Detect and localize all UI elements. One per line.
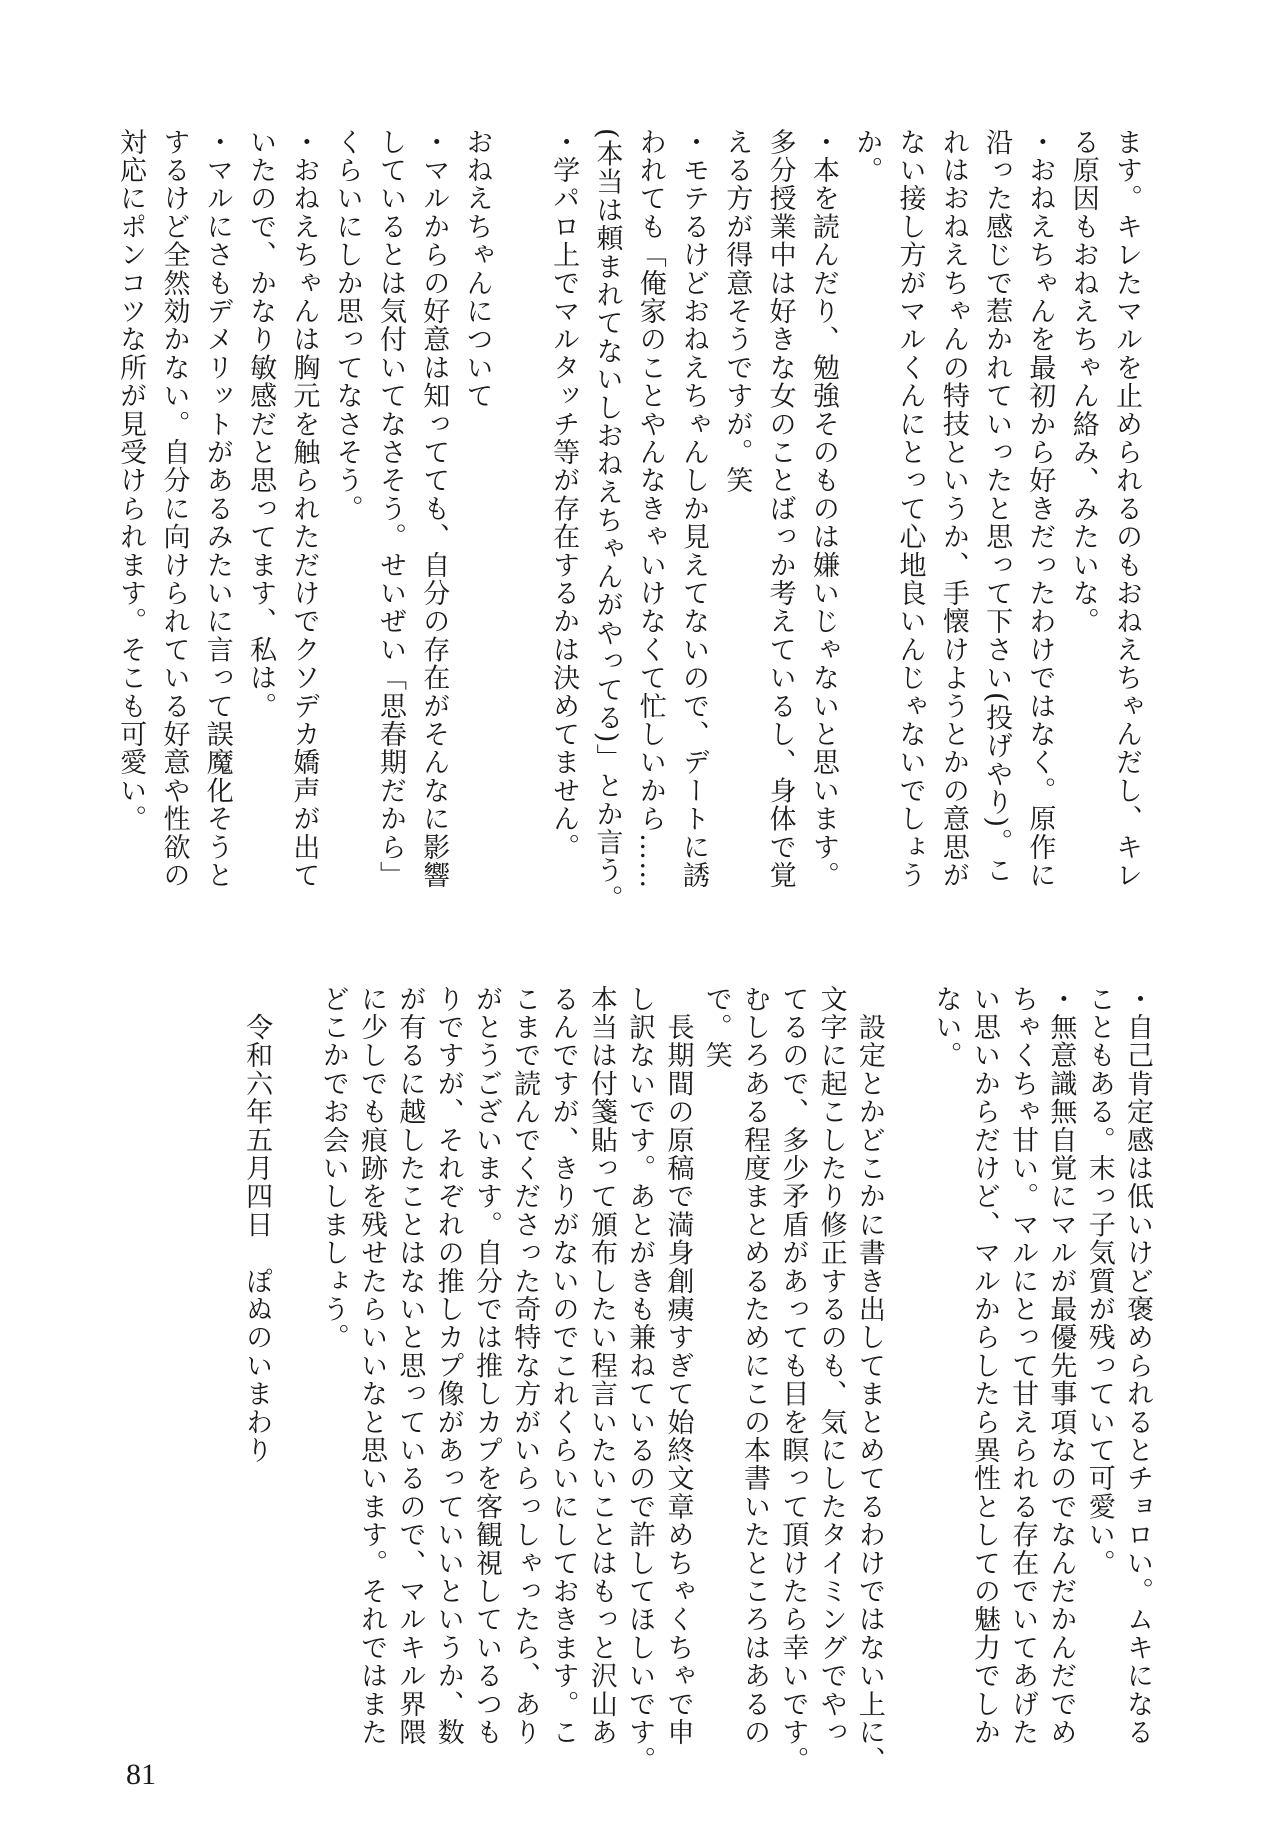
text-line: いたので、かなり敏感だと思ってます、私は。: [245, 128, 277, 721]
text-line: ・モテるけどおねえちゃんしか見えてないので、デートに誘: [678, 128, 710, 890]
text-line: ・マルからの好意は知ってても、自分の存在がそんなに影響: [418, 128, 450, 890]
text-line: [888, 985, 926, 1725]
text-line: に少しでも痕跡を残せたらいいなと思います。それではまた: [356, 985, 388, 1747]
text-line: ない接し方がマルくんにとって心地良いんじゃないでしょう: [894, 128, 926, 890]
top-text-block: [109, 128, 1148, 913]
text-line: 多分授業中は好きな女のことばっか考えているし、身体で覚: [764, 128, 796, 890]
text-line: おねえちゃんについて: [461, 128, 493, 410]
text-line: える方が得意そうですが。笑: [721, 128, 753, 495]
text-line: 文字に起こしたり修正するのも、気にしたタイミングでやっ: [815, 985, 847, 1747]
text-line: われても「俺家のことやんなきゃいけなくて忙しいから……: [634, 128, 666, 890]
text-line: しているとは気付いてなさそう。せいぜい「思春期だから」: [374, 128, 406, 890]
text-line: ます。キレたマルを止められるのもおねえちゃんだし、キレ: [1111, 128, 1142, 890]
text-line: [275, 985, 313, 1725]
text-line: か。: [851, 128, 883, 185]
text-line: こまで読んでくださった奇特な方がいらっしゃったら、あり: [509, 985, 541, 1747]
text-line: むしろある程度まとめるためにこの本書いたところはあるの: [739, 985, 771, 1747]
text-line: し訳ないです。あとがきも兼ねているので許してほしいです。: [624, 985, 656, 1775]
text-line: 令和六年五月四日 ぽぬのいまわり: [241, 985, 273, 1465]
text-line: がとうございます。自分では推しカプを客観視しているつも: [470, 985, 502, 1747]
text-line: ・無意識無自覚にマルが最優先事項なのでなんだかんだでめ: [1045, 985, 1077, 1747]
text-line: 対応にポンコツな所が見受けられます。そこも可愛い。: [115, 128, 147, 833]
text-line: ない。: [930, 985, 962, 1070]
text-line: ・本を読んだり、勉強そのものは嫌いじゃないと思います。: [807, 128, 839, 890]
text-line: ・自己肯定感は低いけど褒められるとチョロい。ムキになる: [1122, 985, 1153, 1747]
text-line: るんですが、きりがないのでこれくらいにしておきます。こ: [547, 985, 579, 1747]
text-line: 沿った感じで惹かれていったと思って下さい(投げやり)。こ: [981, 128, 1013, 885]
text-line: が有るに越したことはないと思っているので、マルキル界隈: [394, 985, 426, 1747]
text-line: 設定とかどこかに書き出してまとめてるわけではない上に、: [853, 985, 885, 1775]
text-line: 長期間の原稿で満身創痍すぎて始終文章めちゃくちゃで申: [662, 985, 694, 1747]
text-line: どこかでお会いしましょう。: [317, 985, 349, 1352]
text-line: 本当は付箋貼って頒布したい程言いたいことはもっと沢山あ: [585, 985, 617, 1747]
text-line: で。笑: [700, 985, 732, 1070]
text-line: りですが、それぞれの推しカプ像があっていいというか、数: [432, 985, 464, 1747]
text-line: ・おねえちゃんは胸元を触られただけでクソデカ嬌声が出て: [288, 128, 320, 890]
text-line: る原因もおねえちゃん絡み、みたいな。: [1067, 128, 1099, 636]
text-line: れはおねえちゃんの特技というか、手懐けようとかの意思が: [937, 128, 969, 890]
text-line: ・おねえちゃんを最初から好きだったわけではなく。原作に: [1024, 128, 1056, 890]
page-number: 81: [126, 1758, 156, 1791]
text-line: [499, 128, 542, 888]
text-line: くらいにしか思ってなさそう。: [331, 128, 363, 523]
text-line: ちゃくちゃ甘い。マルにとって甘えられる存在でいてあげた: [1007, 985, 1039, 1747]
text-line: い思いからだけど、マルからしたら異性としての魅力でしか: [968, 985, 1000, 1747]
text-line: ・マルにさもデメリットがあるみたいに言って誤魔化そうと: [201, 128, 233, 890]
text-line: こともある。末っ子気質が残っていて可愛い。: [1083, 985, 1115, 1578]
text-line: ・学パロ上でマルタッチ等が存在するかは決めてません。: [548, 128, 580, 862]
text-line: (本当は頼まれてないしおねえちゃんがやってる)」とか言う。: [591, 128, 623, 913]
text-line: するけど全然効かない。自分に向けられている好意や性欲の: [158, 128, 190, 890]
bottom-text-block: [237, 985, 1156, 1775]
text-line: てるので、多少矛盾があっても目を瞑って頂けたら幸いです。: [777, 985, 809, 1775]
